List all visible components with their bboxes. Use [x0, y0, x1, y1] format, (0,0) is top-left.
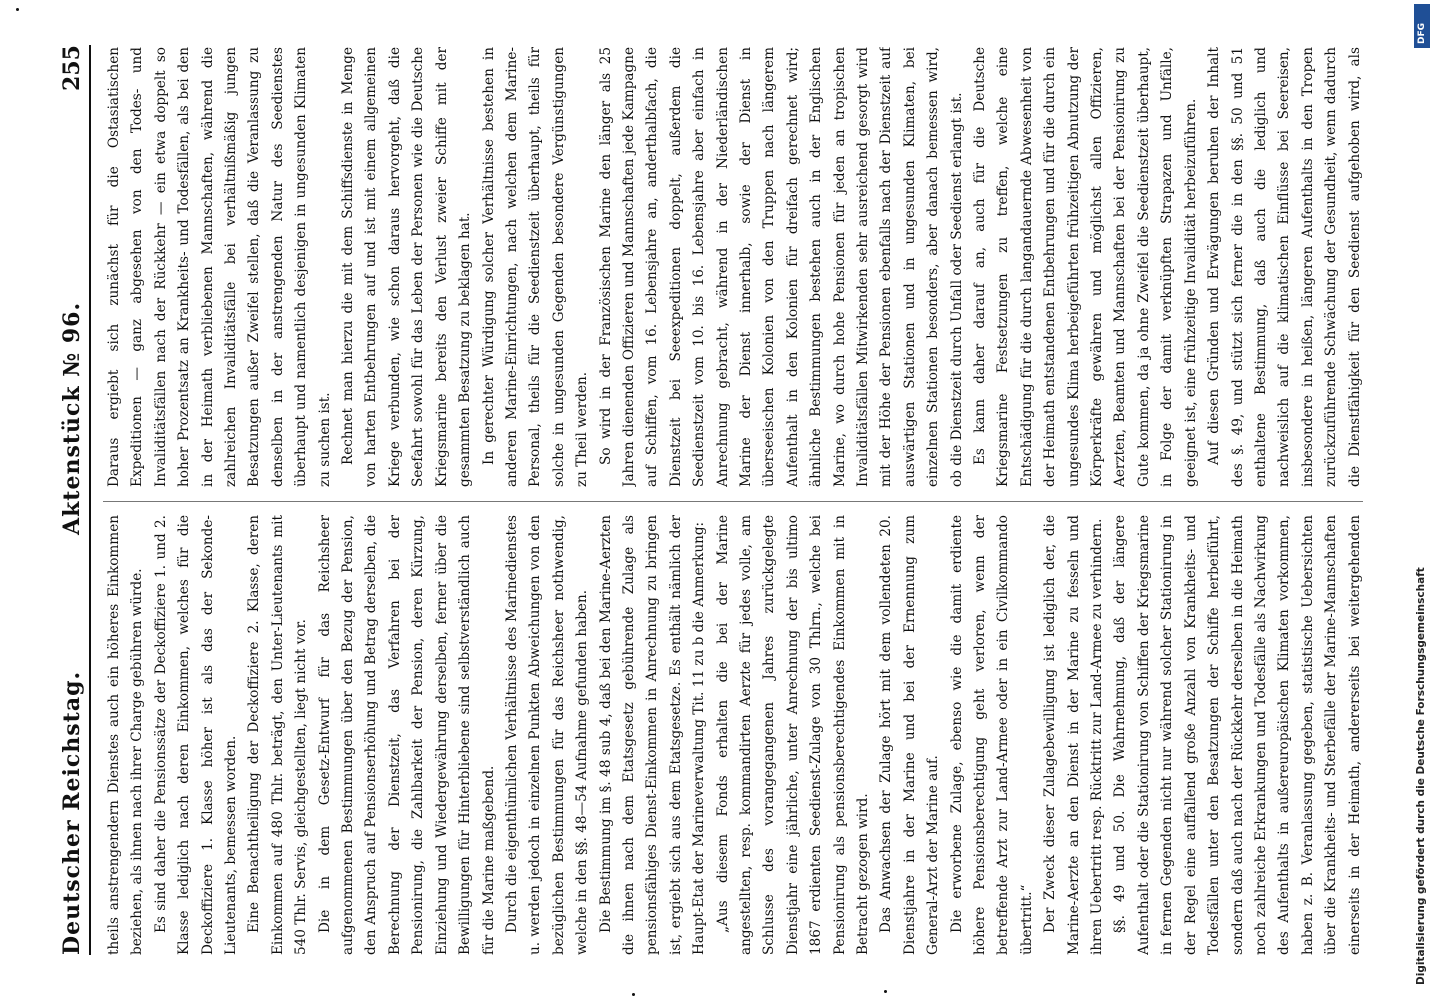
- scan-speck: [632, 993, 635, 996]
- scan-speck: [16, 8, 19, 11]
- paragraph: Eine Benachtheiligung der Deckoffiziere 2. Klasse, deren Einkommen auf 480 Thlr. beträgt, den Unter-Lieutenants mit 540 Thlr. Servis, gleichgestellten, liegt nicht vor.: [246, 515, 310, 955]
- paragraph: Auf diesen Gründen und Erwägungen beruhen der Inhalt des §. 49, und stützt sich ferner die in den §§. 50 und 51 enthaltene Bestimmung, daß auch die lediglich und nachweislich auf die klimatischen Einflüsse bei Seereisen, insbesondere in heißen, längeren Aufenthalts in den Tropen zurückzuführende Schwächung der Gesundheit, wenn dadurch die Dienstfähigkeit für den Seedienst aufgehoben wird, als: [1206, 47, 1363, 487]
- page-number: 255: [59, 45, 85, 91]
- paragraph: Durch die eigenthümlichen Verhältnisse des Marinedienstes u. werden jedoch in einzelnen Punkten Abweichungen von den bezüglichen Bestimmungen für das Reichsheer nothwendig, welche in den §§. 48—54 Aufnahme gefunden haben.: [503, 515, 591, 955]
- page-header: [59, 45, 91, 955]
- rotated-document-page: [11, 5, 1411, 995]
- paragraph: Die in dem Gesetz-Entwurf für das Reichsheer aufgenommenen Bestimmungen über den Bezug der Pension, den Anspruch auf Pensionserhöhung und Betrag derselben, die Berechnung der Dienstzeit, das Verfahren bei der Pensionirung, die Zahlbarkeit der Pension, deren Kürzung, Einziehung und Wiedergewährung derselben, ferner über die Bewilligungen für Hinterbliebene sind selbstverständlich auch für die Marine maßgebend.: [316, 515, 497, 955]
- paragraph: Rechnet man hierzu die mit dem Schiffsdienste in Menge von harten Entbehrungen auf und ist mit einem allgemeinen Kriege verbunden, wie schon daraus hervorgeht, daß die Seefahrt sowohl für das Leben der Personen wie die Deutsche Kriegsmarine bereits den Verlust zweier Schiffe mit der gesammten Besatzung zu beklagen hat.: [340, 47, 474, 487]
- paragraph: Daraus ergiebt sich zunächst für die Ostasiatischen Expeditionen — ganz abgesehen von den Todes- und Invaliditätsfällen nach der Rückkehr — ein etwa doppelt so hoher Prozentsatz an Krankheits- und Todesfällen, als bei den in der Heimath verbliebenen Mannschaften, während die zahlreichen Invaliditätsfälle bei verhältnißmäßig jungen Besatzungen außer Zweifel stellen, daß die Veranlassung zu denselben in der anstrengenden Natur des Seedienstes überhaupt und namentlich desjenigen in ungesunden Klimaten zu suchen ist.: [106, 47, 333, 487]
- paragraph: theils anstrengendern Dienstes auch ein höheres Einkommen beziehen, als ihnen nach ihrer Charge gebühren würde.: [106, 515, 146, 955]
- paragraph: Die Bestimmung im §. 48 sub 4, daß bei den Marine-Aerzten die ihnen nach dem Etatsgesetz gebührende Zulage als pensionsfähiges Dienst-Einkommen in Anrechnung zu bringen ist, ergiebt sich aus dem Etatsgesetze. Es enthält nämlich der Haupt-Etat der Marineverwaltung Tit. 11 zu b die Anmerkung:: [597, 515, 708, 955]
- issue-number: Aktenstück № 96.: [59, 301, 85, 535]
- left-text-column: [103, 515, 1363, 955]
- dfg-logo: DFG: [1414, 4, 1430, 48]
- paragraph: §§. 49 und 50. Die Wahrnehmung, daß der längere Aufenthalt oder die Stationirung von Schiffen der Kriegsmarine in fernen Gegenden nicht nur während solcher Stationirung in der Regel eine auffallend große Anzahl von Krankheits- und Todesfällen unter den Besatzungen der Schiffe herbeiführt, sondern daß auch nach der Rückkehr derselben in die Heimath noch zahlreiche Erkrankungen und Todesfälle als Nachwirkung des Aufenthalts in außereuropäischen Klimaten vorkommen, haben z. B. Veranlassung gegeben, statistische Uebersichten über die Krankheits- und Sterbefälle der Marine-Mannschaften einerseits in der Heimath, andererseits bei weitergehenden: [1112, 515, 1363, 955]
- paragraph: So wird in der Französischen Marine den länger als 25 Jahren dienenden Offizieren und Mannschaften jede Kampagne auf Schiffen, vom 16. Lebensjahre an, anderthalbfach, die Dienstzeit bei Seeexpeditionen doppelt, außerdem die Seedienstzeit vom 10. bis 16. Lebensjahre aber einfach in Anrechnung gebracht, während in der Niederländischen Marine der Dienst innerhalb, sowie der Dienst in überseeischen Kolonien von den Truppen nach längerem Aufenthalt in den Kolonien für dreifach gerechnet wird; ähnliche Bestimmungen bestehen auch in der Englischen Marine, wo durch hohe Pensionen für jeden an tropischen Invaliditätsfällen Mitwirkenden sehr ausreichend gesorgt wird mit der Höhe der Pensionen ebenfalls nach der Dienstzeit auf auswärtigen Stationen und in ungesunden Klimaten, bei einzelnen Stationen besonders, aber danach bemessen wird, ob die Dienstzeit durch Unfall oder Seedienst erlangt ist.: [597, 47, 965, 487]
- paragraph: Der Zweck dieser Zulagebewilligung ist lediglich der, die Marine-Aerzte an den Dienst in der Marine zu fesseln und ihren Uebertritt resp. Rücktritt zur Land-Armee zu verhindern.: [1042, 515, 1106, 955]
- paragraph: Das Anwachsen der Zulage hört mit dem vollendeten 20. Dienstjahre in der Marine und bei der Ernennung zum General-Arzt der Marine auf.: [878, 515, 942, 955]
- paragraph: In gerechter Würdigung solcher Verhältnisse bestehen in anderen Marine-Einrichtungen, nach welchen dem Marine-Personal, theils für die Seedienstzeit überhaupt, theils für solche in ungesunden Gegenden besondere Vergünstigungen zu Theil werden.: [480, 47, 591, 487]
- paragraph: Es kann daher darauf an, auch für die Deutsche Kriegsmarine Festsetzungen zu treffen, welche eine Entschädigung für die durch langandauernde Abwesenheit von der Heimath entstandenen Entbehrungen und für die durch ein ungesundes Klima herbeigeführten frühzeitigen Abnutzung der Körperkräfte gewähren und möglichst allen Offizieren, Aerzten, Beamten und Mannschaften bei der Pensionirung zu Gute kommen, da ja ohne Zweifel die Seedienstzeit überhaupt, in Folge der damit verknüpften Strapazen und Unfälle, geeignet ist, eine frühzeitige Invalidität herbeizuführen.: [972, 47, 1199, 487]
- paragraph: „Aus diesem Fonds erhalten die bei der Marine angestellten, resp. kommandirten Aerzte für jedes volle, am Schlusse des vorangegangenen Jahres zurückgelegte Dienstjahr eine jährliche, unter Anrechnung der bis ultimo 1867 erdienten Seedienst-Zulage von 30 Thlrn., welche bei Pensionirung als pensionsberechtigendes Einkommen mit in Betracht gezogen wird.: [714, 515, 871, 955]
- journal-title: Deutscher Reichstag.: [59, 670, 85, 955]
- right-text-column: [103, 47, 1363, 487]
- column-divider: [103, 501, 1363, 502]
- dfg-funding-notice: Digitalisierung gefördert durch die Deutsche Forschungsgemeinschaft: [1415, 567, 1427, 985]
- paragraph: Es sind daher die Pensionssätze der Deckoffiziere 1. und 2. Klasse lediglich nach deren Einkommen, welches für die Deckoffiziere 1. Klasse höher ist als das der Sekonde-Lieutenants, bemessen worden.: [152, 515, 240, 955]
- paragraph: Die erworbene Zulage, ebenso wie die damit erdiente höhere Pensionsberechtigung geht verloren, wenn der betreffende Arzt zur Land-Armee oder in ein Civilkommando übertritt.“: [948, 515, 1035, 955]
- scan-speck: [884, 990, 887, 993]
